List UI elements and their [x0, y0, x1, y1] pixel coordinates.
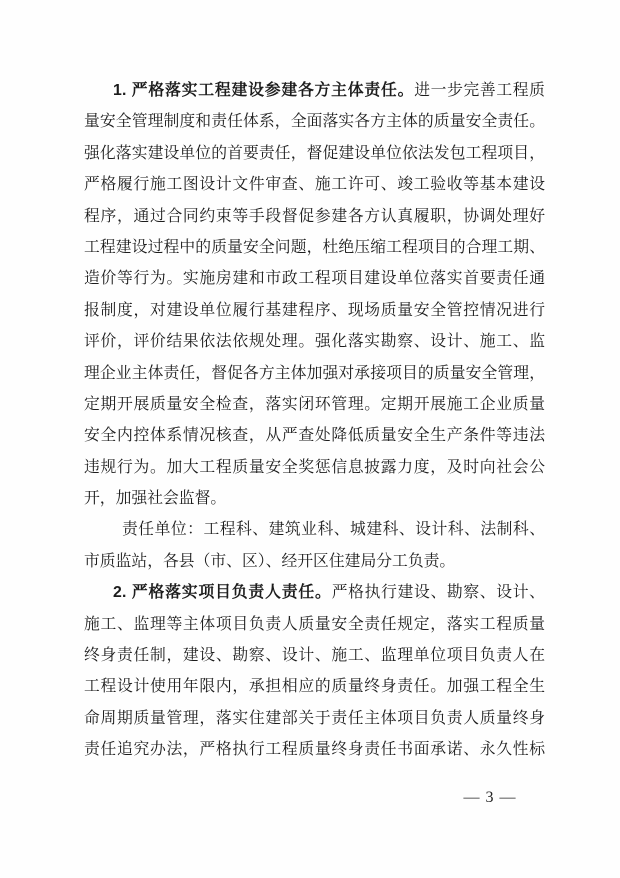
text-line: [84, 75, 545, 106]
body-text: 量安全管理制度和责任体系，全面落实各方主体的质量安全责任。: [84, 113, 545, 131]
text-line: [84, 577, 545, 608]
section-heading-text: 1. 严格落实工程建设参建各方主体责任。: [113, 82, 415, 99]
text-line: [84, 546, 545, 577]
document-text-block: [84, 75, 545, 766]
body-text: 造价等行为。实施房建和市政工程项目建设单位落实首要责任通: [84, 270, 545, 288]
text-line: [84, 201, 545, 232]
body-text: 责任单位：工程科、建筑业科、城建科、设计科、法制科、: [122, 521, 545, 539]
text-line: [84, 106, 545, 137]
body-text: 工程设计使用年限内，承担相应的质量终身责任。加强工程全生: [84, 678, 545, 696]
text-line: [84, 640, 545, 671]
text-line: [84, 671, 545, 702]
body-text: 进一步完善工程质: [414, 82, 545, 99]
body-text: 施工、监理等主体项目负责人质量安全责任规定，落实工程质量: [84, 615, 545, 633]
text-line: [84, 263, 545, 294]
body-text: 强化落实建设单位的首要责任，督促建设单位依法发包工程项目，: [84, 144, 545, 162]
text-line: [84, 138, 545, 169]
body-text: 开，加强社会监督。: [84, 490, 227, 508]
text-line: [84, 232, 545, 263]
body-text: 责任追究办法，严格执行工程质量终身责任书面承诺、永久性标: [84, 741, 545, 759]
text-line: [84, 703, 545, 734]
text-line: [84, 358, 545, 389]
body-text: 程序，通过合同约束等手段督促参建各方认真履职，协调处理好: [84, 207, 545, 225]
body-text: 定期开展质量安全检查，落实闭环管理。定期开展施工企业质量: [84, 395, 545, 413]
body-text: 严格履行施工图设计文件审查、施工许可、竣工验收等基本建设: [84, 176, 545, 194]
section-heading-text: 2. 严格落实项目负责人责任。: [113, 584, 332, 602]
page-number: — 3 —: [463, 789, 517, 806]
text-line: [84, 389, 545, 420]
body-text: 理企业主体责任，督促各方主体加强对承接项目的质量安全管理，: [84, 364, 545, 382]
body-text: 报制度，对建设单位履行基建程序、现场质量安全管控情况进行: [84, 301, 545, 319]
text-line: [84, 609, 545, 640]
body-text: 工程建设过程中的质量安全问题，杜绝压缩工程项目的合理工期、: [84, 238, 545, 256]
body-text: 终身责任制，建设、勘察、设计、施工、监理单位项目负责人在: [84, 647, 545, 665]
text-line: [84, 326, 545, 357]
body-text: 严格执行建设、勘察、设计、: [331, 584, 545, 602]
text-line: [84, 514, 545, 545]
body-text: 安全内控体系情况核查，从严查处降低质量安全生产条件等违法: [84, 427, 545, 445]
text-line: [84, 483, 545, 514]
text-line: [84, 452, 545, 483]
text-line: [84, 420, 545, 451]
body-text: 评价，评价结果依法依规处理。强化落实勘察、设计、施工、监: [84, 333, 545, 351]
text-line: [84, 169, 545, 200]
body-text: 命周期质量管理，落实住建部关于责任主体项目负责人质量终身: [84, 709, 545, 727]
text-line: [84, 295, 545, 326]
body-text: 市质监站，各县（市、区）、经开区住建局分工负责。: [84, 552, 456, 570]
text-line: [84, 734, 545, 765]
body-text: 违规行为。加大工程质量安全奖惩信息披露力度，及时向社会公: [84, 458, 545, 476]
